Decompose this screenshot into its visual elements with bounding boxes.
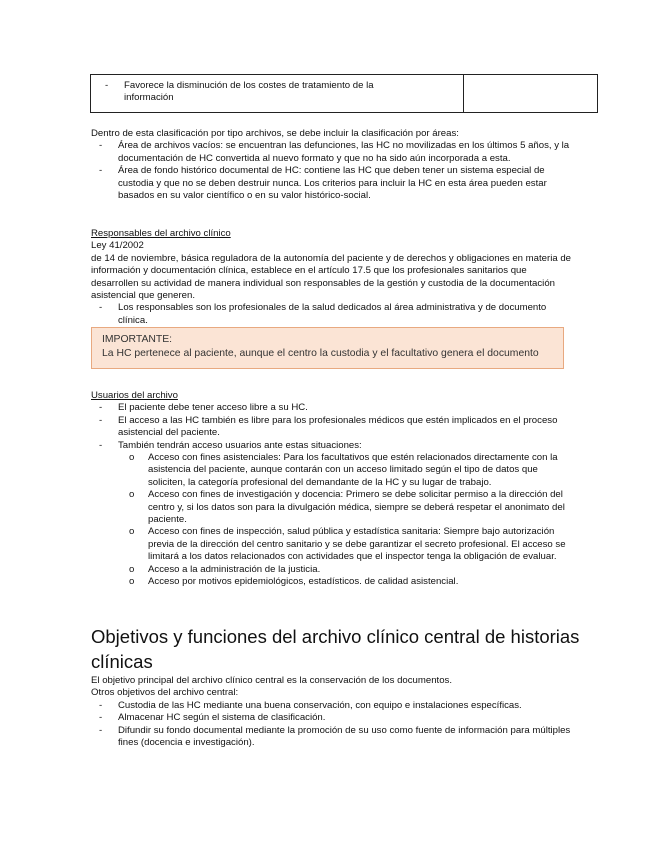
list-item-text: El paciente debe tener acceso libre a su HC. [118, 402, 308, 414]
list-item [91, 712, 571, 724]
objetivos-line: Otros objetivos del archivo central: [91, 687, 239, 699]
sublist-item-text: Acceso con fines de investigación y docencia: Primero se debe solicitar permiso a la dirección del centro y, si los datos son para la divulgación médica, siempre se deberá respetar el anonimato del paciente. [148, 489, 565, 526]
section-heading: Responsables del archivo clínico [91, 228, 231, 239]
list-item [91, 302, 571, 327]
sublist-item [91, 489, 575, 526]
list-item-text: Difundir su fondo documental mediante la promoción de su uso como fuente de información para múltiples fines (docencia e investigación). [118, 724, 571, 749]
classification-section [91, 128, 571, 202]
classification-intro: Dentro de esta clasificación por tipo archivos, se debe incluir la clasificación por áreas: [91, 128, 459, 139]
table-cell-text: Favorece la disminución de los costes de tratamiento de la información [124, 80, 374, 104]
law-title: Ley 41/2002 [91, 240, 144, 252]
bullet-dash: - [99, 439, 103, 451]
list-item [91, 700, 571, 712]
important-callout [91, 327, 564, 369]
list-item [91, 440, 575, 452]
bullet-dash: - [99, 140, 103, 152]
list-item-text: El acceso a las HC también es libre para los profesionales médicos que estén implicados en el proceso asistencial del paciente. [118, 414, 558, 439]
callout-title: IMPORTANTE: [102, 334, 173, 345]
list-item-text: Los responsables son los profesionales de la salud dedicados al área administrativa y de documento clínica. [118, 302, 547, 326]
section-heading: Usuarios del archivo [91, 390, 178, 401]
bullet-dash: - [99, 402, 103, 414]
list-item [91, 402, 575, 414]
list-item-text: Área de fondo histórico documental de HC: contiene las HC que deben tener un sistema especial de custodia y que no se deben destruir nunca. Los criterios para incluir la HC en esta área pueden estar basados en su valor científico o en su valor histórico-social. [118, 165, 547, 202]
bullet-o: o [129, 452, 135, 464]
responsables-list [91, 302, 571, 327]
list-item [91, 725, 571, 750]
bullet-o: o [129, 489, 135, 501]
classification-list [91, 140, 571, 202]
table-fragment [90, 74, 598, 113]
usuarios-section [91, 390, 575, 589]
sublist-item [91, 576, 575, 588]
objetivos-list [91, 700, 571, 750]
objetivos-line: El objetivo principal del archivo clínico central es la conservación de los documentos. [91, 675, 453, 686]
list-item [91, 140, 571, 165]
section-title: Objetivos y funciones del archivo clínico central de historias clínicas [91, 626, 580, 672]
list-item [91, 415, 575, 440]
sublist-item-text: Acceso con fines asistenciales: Para los facultativos que estén relacionados directamente con la asistencia del paciente, aunque contarán con un acceso limitado según el tipo de datos que soliciten, la categoría profesional del demandante de la HC y su lugar de trabajo. [148, 452, 558, 488]
sublist-item [91, 564, 575, 576]
list-item-text: Área de archivos vacíos: se encuentran las defunciones, las HC no movilizadas en los últimos 5 años, y la documentación de HC convertida al nuevo formato y que no ha sido aún incorporada a esta. [118, 140, 570, 164]
bullet-dash: - [99, 699, 103, 711]
objetivos-section [91, 675, 571, 749]
list-item-text: Almacenar HC según el sistema de clasificación. [118, 712, 326, 724]
bullet-o: o [129, 563, 135, 575]
table-cell-empty [463, 75, 464, 112]
list-item-text: Custodia de las HC mediante una buena conservación, con equipo e instalaciones específicas. [118, 699, 522, 711]
usuarios-list [91, 402, 575, 452]
sublist-item-text: Acceso por motivos epidemiológicos, estadísticos. de calidad asistencial. [148, 576, 459, 588]
bullet-dash: - [99, 302, 103, 314]
usuarios-sublist [91, 452, 575, 588]
law-paragraph: de 14 de noviembre, básica reguladora de la autonomía del paciente y de derechos y obligaciones en materia de información y documentación clínica, establece en el artículo 17.5 que los profesionales sanitarios que desarrollen su actividad de manera individual son responsables de la gestión y custodia de la documentación asistencial que generen. [91, 252, 572, 302]
table-bullet: - [105, 80, 109, 91]
bullet-dash: - [99, 712, 103, 724]
list-item [91, 165, 571, 202]
sublist-item [91, 526, 575, 563]
sublist-item-text: Acceso a la administración de la justicia. [148, 563, 321, 575]
responsables-section [91, 228, 571, 327]
sublist-item [91, 452, 575, 489]
bullet-o: o [129, 526, 135, 538]
bullet-dash: - [99, 414, 103, 426]
bullet-dash: - [99, 165, 103, 177]
callout-text: La HC pertenece al paciente, aunque el centro la custodia y el facultativo genera el documento [102, 348, 539, 359]
bullet-o: o [129, 576, 135, 588]
sublist-item-text: Acceso con fines de inspección, salud pública y estadística sanitaria: Siempre bajo autorización previa de la dirección del centro sanitario y se debe garantizar el secreto profesional. El acceso se limitará a los datos relacionados con actividades que el inspector tenga la obligación de evaluar. [148, 526, 566, 563]
list-item-text: También tendrán acceso usuarios ante estas situaciones: [118, 439, 362, 451]
bullet-dash: - [99, 724, 103, 736]
